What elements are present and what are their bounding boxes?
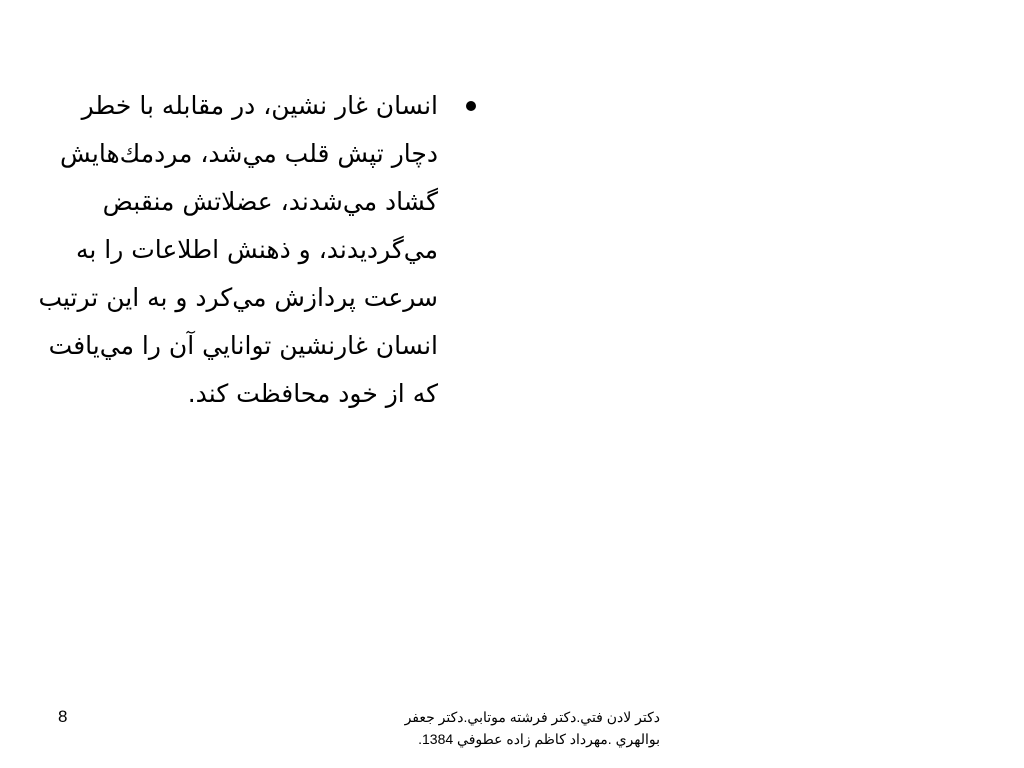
footer-credits	[320, 706, 660, 750]
bullet-dot-icon	[466, 101, 476, 111]
slide-number: 8	[58, 707, 68, 726]
bullet-item	[28, 82, 496, 418]
footer-line-1: دكتر لادن فتي.دكتر فرشته موتابي.دكتر جعفر	[404, 709, 660, 725]
bullet-text: انسان غار نشين، در مقابله با خطر دچار تپش قلب مي‌شد، مردمك‌هايش گشاد مي‌شدند، عضلاتش منقبض مي‌گرديدند، و ذهنش اطلاعات را به سرعت پردازش مي‌كرد و به اين ترتيب انسان غارنشين توانايي آن را مي‌يافت كه از خود محافظت كند.	[38, 91, 438, 408]
slide-body	[28, 82, 496, 418]
footer-line-2: بوالهري .مهرداد كاظم زاده عطوفي 1384.	[418, 731, 660, 747]
bullet-list	[28, 82, 496, 418]
